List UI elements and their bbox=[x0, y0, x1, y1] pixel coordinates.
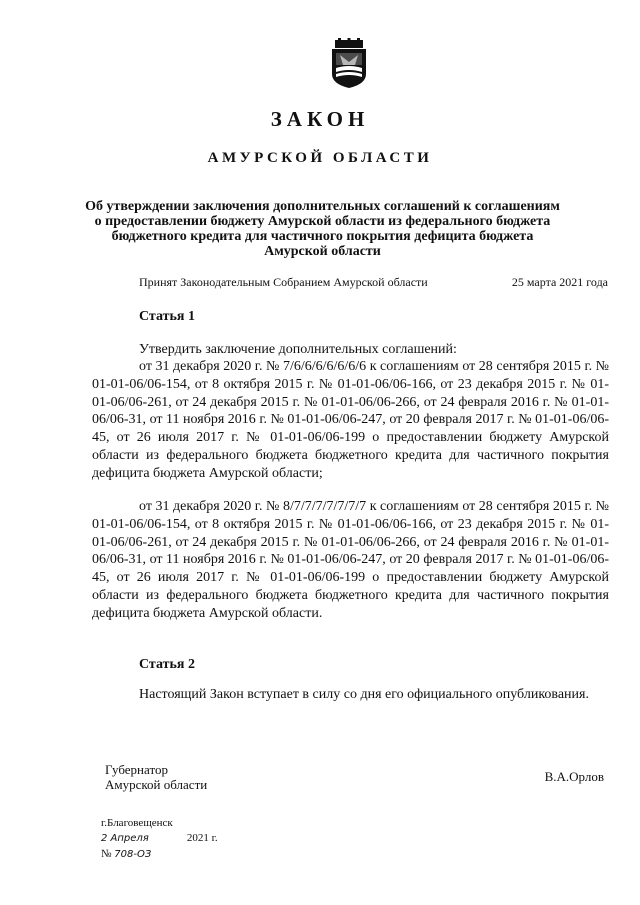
signing-year: 2021 г. bbox=[186, 832, 218, 844]
article-1-paragraph-2: от 31 декабря 2020 г. № 8/7/7/7/7/7/7/7 к соглашениям от 28 сентября 2015 г. № 01-01-06/06-154, от 8 октября 2015 г. № 01-01-06/06-166, от 23 декабря 2015 г. № 01-01-06/06-261, от 24 декабря 2015 г. № 01-01-06/06-266, от 24 февраля 2016 г. № 01-01-06/06-31, от 11 ноября 2016 г. № 01-01-06/06-247, от 20 февраля 2017 г. № 01-01-06/06-45, от 26 июля 2017 г. № 01-01-06/06-199 о предоставлении бюджету Амурской области из федерального бюджета бюджетного кредита для частичного покрытия дефицита бюджета Амурской области. bbox=[92, 499, 609, 621]
article-1-paragraph-1: от 31 декабря 2020 г. № 7/6/6/6/6/6/6/6 к соглашениям от 28 сентября 2015 г. № 01-01-06/06-154, от 8 октября 2015 г. № 01-01-06/06-166, от 23 декабря 2015 г. № 01-01-06/06-261, от 24 декабря 2015 г. № 01-01-06/06-266, от 24 февраля 2016 г. № 01-01-06/06-31, от 11 ноября 2016 г. № 01-01-06/06-247, от 20 февраля 2017 г. № 01-01-06/06-45, от 26 июля 2017 г. № 01-01-06/06-199 о предоставлении бюджету Амурской области из федерального бюджета бюджетного кредита для частичного покрытия дефицита бюджета Амурской области; bbox=[92, 359, 609, 481]
law-title: ЗАКОН bbox=[270, 107, 370, 131]
law-number bbox=[101, 848, 151, 860]
city-name: г.Благовещенск bbox=[101, 817, 173, 829]
coat-of-arms-icon bbox=[326, 38, 372, 88]
article-2-text: Настоящий Закон вступает в силу со дня его официального опубликования. bbox=[139, 687, 589, 702]
governor-title bbox=[105, 762, 207, 792]
handwritten-number: 708-ОЗ bbox=[114, 849, 152, 860]
signing-date bbox=[101, 832, 218, 844]
article-1-title: Статья 1 bbox=[139, 309, 195, 324]
number-sign: № bbox=[101, 848, 112, 860]
governor-title-line-2: Амурской области bbox=[105, 777, 208, 792]
document-heading: Об утверждении заключения дополнительных соглашений к соглашениям о предоставлении бюджету Амурской области из федерального бюджета бюджетного кредита для частичного покрытия дефицита бюджета Амурской области bbox=[85, 199, 560, 259]
governor-name: В.А.Орлов bbox=[544, 769, 604, 784]
article-2-title: Статья 2 bbox=[139, 657, 195, 672]
handwritten-date: 2 Апреля bbox=[101, 833, 149, 844]
adopted-by-text: Принят Законодательным Собранием Амурской области bbox=[139, 275, 428, 289]
governor-title-line-1: Губернатор bbox=[105, 762, 168, 777]
article-1-intro: Утвердить заключение дополнительных соглашений: bbox=[139, 342, 457, 357]
adopted-date: 25 марта 2021 года bbox=[511, 275, 608, 289]
region-title: АМУРСКОЙ ОБЛАСТИ bbox=[207, 150, 433, 166]
